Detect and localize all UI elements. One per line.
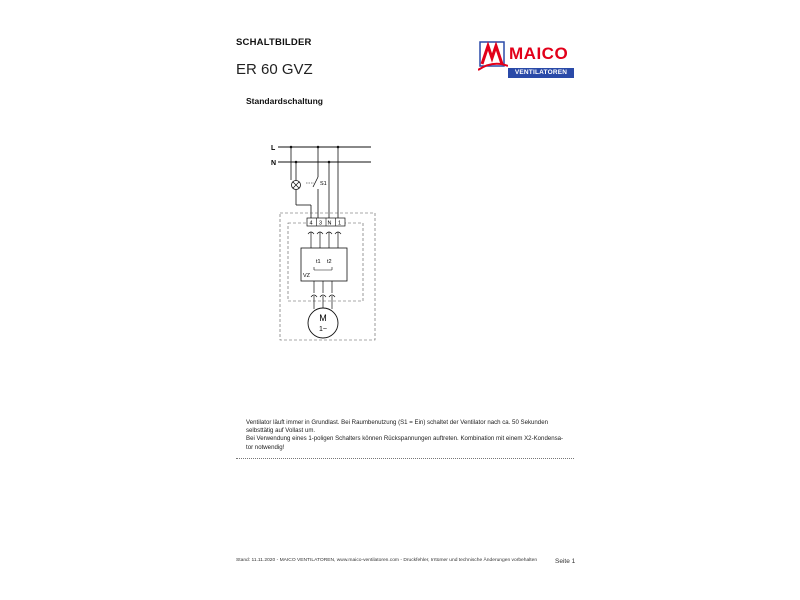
description-line-3: Bei Verwendung eines 1-poligen Schalters können Rückspannungen auftreten. Kombination mit einem X2-Kondensa- [246, 435, 564, 443]
switch-label: S1 [320, 181, 327, 187]
product-title: ER 60 GVZ [236, 61, 313, 78]
section-label: SCHALTBILDER [236, 37, 312, 48]
switch-s1-icon [313, 177, 318, 187]
label-n: N [271, 160, 277, 167]
maico-logo-mark [478, 40, 508, 80]
timer-t1: t1 [316, 259, 321, 265]
logo-wordmark: MAICO [509, 44, 569, 63]
label-l: L [271, 145, 276, 152]
description-line-2: selbsttätig auf Vollast um. [246, 427, 316, 435]
page-number: Seite 1 [555, 558, 576, 565]
description-line-4: tor notwendig! [246, 443, 285, 451]
motor-connectors [311, 281, 335, 309]
maico-logo [478, 40, 574, 80]
logo-subline: VENTILATOREN [508, 68, 574, 78]
terminal-n: N [327, 220, 332, 227]
description [246, 419, 586, 452]
timer-t2: t2 [327, 259, 332, 265]
terminal-1: 1 [338, 220, 342, 227]
terminal-3: 3 [319, 220, 323, 227]
terminal-connectors [308, 232, 341, 248]
description-line-1: Ventilator läuft immer in Grundlast. Bei Raumbenutzung (S1 = Ein) schaltet der Ventilator nach ca. 50 Sekunden [246, 419, 548, 426]
divider [236, 458, 574, 459]
wiring-diagram [268, 135, 388, 345]
terminal-4: 4 [309, 220, 313, 227]
subheading: Standardschaltung [246, 96, 323, 106]
motor-sub: 1~ [319, 326, 327, 333]
module-label: VZ [303, 273, 311, 279]
footer-text: Stand: 11.11.2020 - MAICO VENTILATOREN, www.maico-ventilatoren.com - Druckfehler, Irrtümer und technische Änderungen vorbehalten [236, 558, 538, 563]
motor-label: M [319, 313, 327, 323]
